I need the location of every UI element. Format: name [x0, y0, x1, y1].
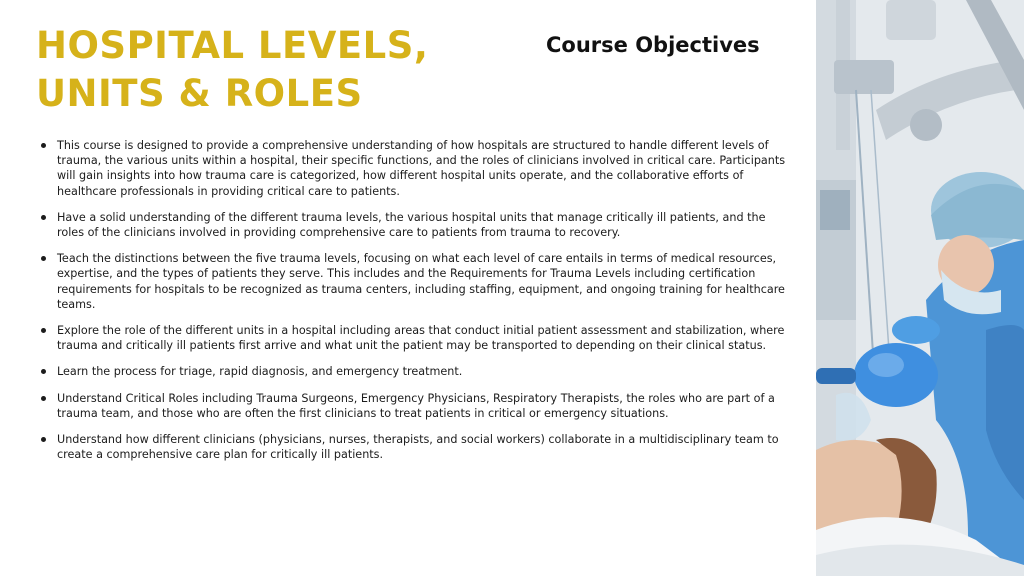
objective-item: Understand Critical Roles including Trauma Surgeons, Emergency Physicians, Respiratory Therapists, the roles who are part of a trauma team, and those who are often the first clinicians to treat patients in critical or emergency situations.: [36, 391, 788, 421]
objective-item: This course is designed to provide a comprehensive understanding of how hospitals are structured to handle different levels of trauma, the various units within a hospital, their specific functions, and the roles of clinicians involved in critical care. Participants will gain insights into how trauma care is categorized, how different hospital units operate, and the collaborative efforts of healthcare professionals in providing critical care to patients.: [36, 138, 788, 199]
hospital-photo-illustration: [816, 0, 1024, 576]
slide-title: HOSPITAL LEVELS, UNITS & ROLES: [36, 24, 429, 115]
objectives-list: [36, 138, 788, 473]
objective-item: Understand how different clinicians (physicians, nurses, therapists, and social workers) collaborate in a multidisciplinary team to create a comprehensive care plan for critically ill patients.: [36, 432, 788, 462]
objective-item: Explore the role of the different units in a hospital including areas that conduct initial patient assessment and stabilization, where trauma and critically ill patients first arrive and what unit the patient may be transported to depending on their clinical status.: [36, 323, 788, 353]
objective-item: Teach the distinctions between the five trauma levels, focusing on what each level of care entails in terms of medical resources, expertise, and the types of patients they serve. This includes and the Requirements for Trauma Levels including certification requirements for hospitals to be recognized as trauma centers, including staffing, equipment, and ongoing training for healthcare teams.: [36, 251, 788, 312]
objective-item: Learn the process for triage, rapid diagnosis, and emergency treatment.: [36, 364, 788, 379]
objective-item: Have a solid understanding of the different trauma levels, the various hospital units that manage critically ill patients, and the roles of the clinicians involved in providing comprehensive care to patients from trauma to recovery.: [36, 210, 788, 240]
slide-subtitle: Course Objectives: [546, 33, 760, 57]
hospital-photo: [816, 0, 1024, 576]
